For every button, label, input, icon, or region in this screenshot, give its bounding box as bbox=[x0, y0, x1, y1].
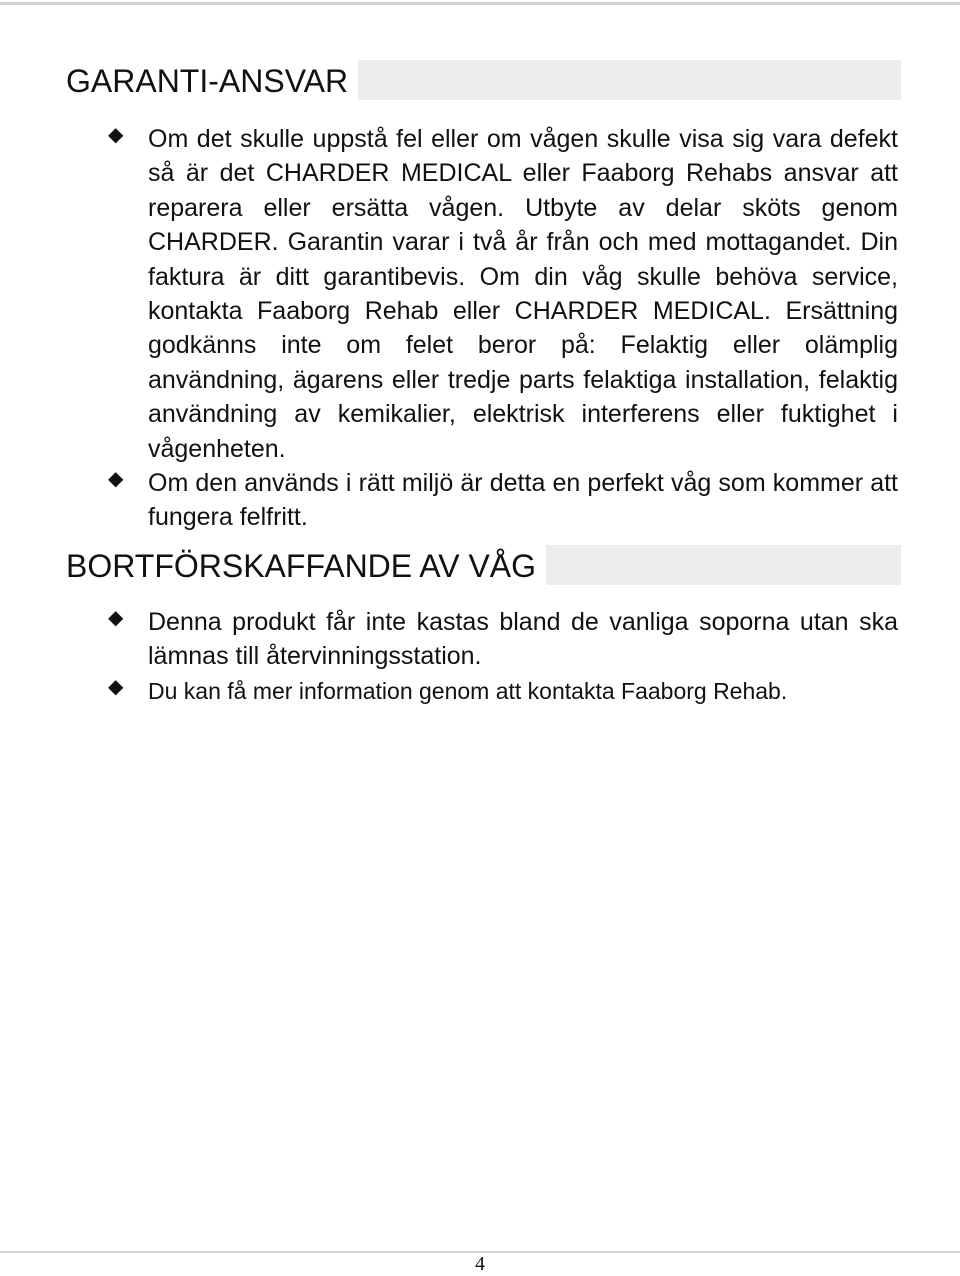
disposal-bullet-list bbox=[108, 605, 898, 708]
diamond-bullet-icon: ◆ bbox=[108, 122, 124, 146]
bullet-text: Du kan få mer information genom att kontakta Faaborg Rehab. bbox=[148, 677, 788, 704]
bullet-text: Denna produkt får inte kastas bland de vanliga soporna utan ska lämnas till återvinningsstation. bbox=[148, 608, 898, 671]
bullet-text: Om det skulle uppstå fel eller om vågen skulle visa sig vara defekt så är det CHARDER MEDICAL eller Faaborg Rehabs ansvar att reparera eller ersätta vågen. Utbyte av delar sköts genom CHARDER. Garantin varar i två år från och med mottagandet. Din faktura är ditt garantibevis. Om din våg skulle behöva service, kontakta Faaborg Rehab eller CHARDER MEDICAL. Ersättning godkänns inte om felet beror på: Felaktig eller olämplig användning, ägarens eller tredje parts felaktiga installation, felaktig användning av kemikalier, elektrisk interferens eller fuktighet i vågenheten. bbox=[148, 125, 898, 463]
diamond-bullet-icon: ◆ bbox=[108, 673, 124, 698]
list-item bbox=[108, 674, 898, 708]
list-item bbox=[108, 605, 898, 674]
diamond-bullet-icon: ◆ bbox=[108, 605, 124, 629]
list-item bbox=[108, 122, 898, 466]
warranty-bullet-list bbox=[108, 122, 898, 535]
page-number: 4 bbox=[475, 1253, 485, 1275]
bullet-text: Om den används i rätt miljö är detta en perfekt våg som kommer att fungera felfritt. bbox=[148, 469, 898, 532]
list-item bbox=[108, 466, 898, 535]
section-heading-warranty bbox=[62, 60, 901, 100]
top-rule bbox=[0, 2, 960, 5]
section-heading-text: GARANTI-ANSVAR bbox=[62, 60, 358, 100]
diamond-bullet-icon: ◆ bbox=[108, 466, 124, 491]
section-heading-disposal bbox=[62, 545, 901, 585]
section-heading-text: BORTFÖRSKAFFANDE AV VÅG bbox=[62, 545, 546, 585]
